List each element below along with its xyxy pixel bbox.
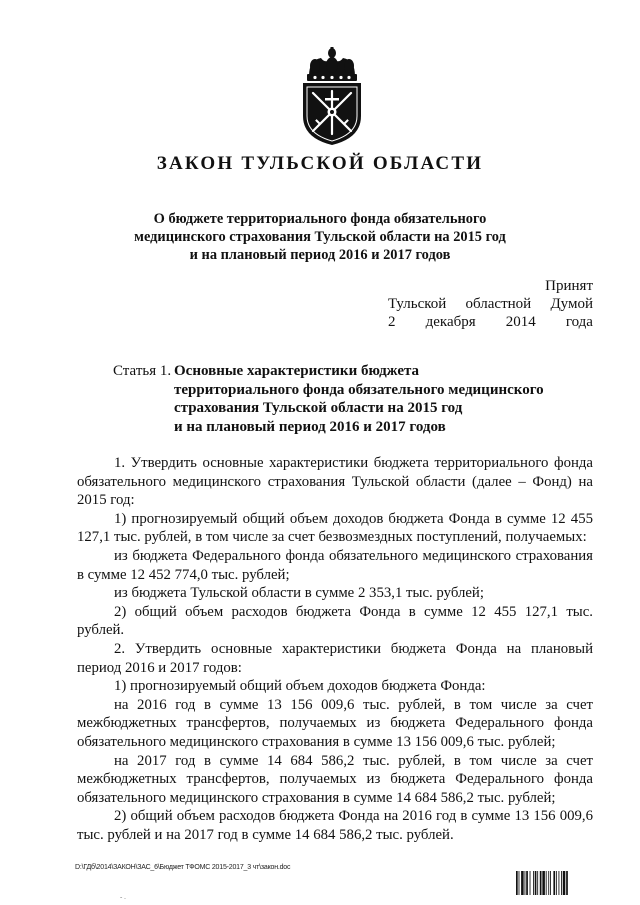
article-heading-line: и на плановый период 2016 и 2017 годов [174,418,446,435]
adopted-word: года [565,314,593,330]
paragraph: 1) прогнозируемый общий объем доходов бюджета Фонда в сумме 12 455 127,1 тыс. рублей, в том числе за счет безвозмездных поступлений, получаемых: [77,510,593,546]
adopted-label: Принят [545,278,593,294]
paragraph: 2. Утвердить основные характеристики бюджета Фонда на плановый период 2016 и 2017 годов: [77,640,593,676]
scan-mark: - . [120,893,126,901]
adopted-by [388,295,593,313]
article-heading-line: Основные характеристики бюджета [174,363,420,379]
adoption-block [388,277,593,331]
paragraph: 2) общий объем расходов бюджета Фонда на 2016 год в сумме 13 156 009,6 тыс. рублей и на 2017 год в сумме 14 684 586,2 тыс. рублей. [77,808,593,843]
file-path: D:\ГДб\2014\ЗАКОН\ЗАС_6\Бюджет ТФОМС 2015-2017_3 чт\закон.doc [75,864,291,871]
subject-line: О бюджете территориального фонда обязательного [153,211,487,227]
adopted-year: 2014 [505,314,536,330]
paragraph: 1. Утвердить основные характеристики бюджета территориального фонда обязательного медицинского страхования Тульской области (далее – Фонд) на 2015 год: [77,455,593,509]
article-heading-line: территориального фонда обязательного медицинского [174,381,544,398]
article-header [113,362,583,436]
adopted-date [388,313,593,331]
article-heading-line: страхования Тульской области на 2015 год [174,400,463,416]
adopted-word: Думой [550,296,593,312]
paragraph: из бюджета Тульской области в сумме 2 353,1 тыс. рублей; [114,585,484,602]
subject-line: медицинского страхования Тульской области на 2015 год [134,229,506,245]
law-subject [100,210,540,264]
adopted-month: декабря [425,314,476,330]
tula-coat-of-arms-icon [295,46,369,146]
article-label: Статья 1. [113,363,172,379]
paragraph: на 2017 год в сумме 14 684 586,2 тыс. рублей, в том числе за счет межбюджетных трансфертов, получаемых из бюджета Федерального фонда обязательного медицинского страхования в сумме 14 684 586,2 тыс. рублей; [77,752,593,806]
paragraph: из бюджета Федерального фонда обязательного медицинского страхования в сумме 12 452 774,0 тыс. рублей; [77,547,593,583]
paragraph: 1) прогнозируемый общий объем доходов бюджета Фонда: [114,678,486,695]
article-body [77,454,593,844]
barcode-icon [516,871,584,895]
subject-line: и на плановый период 2016 и 2017 годов [189,247,451,263]
document-title: ЗАКОН ТУЛЬСКОЙ ОБЛАСТИ [156,153,484,174]
paragraph: на 2016 год в сумме 13 156 009,6 тыс. рублей, в том числе за счет межбюджетных трансфертов, получаемых из бюджета Федерального фонда обязательного медицинского страхования в сумме 13 156 009,6 тыс. рублей; [77,696,593,750]
adopted-word: Тульской [388,296,447,312]
paragraph: 2) общий объем расходов бюджета Фонда в сумме 12 455 127,1 тыс. рублей. [77,603,593,639]
adopted-word: областной [465,296,532,312]
adopted-day: 2 [388,314,396,330]
